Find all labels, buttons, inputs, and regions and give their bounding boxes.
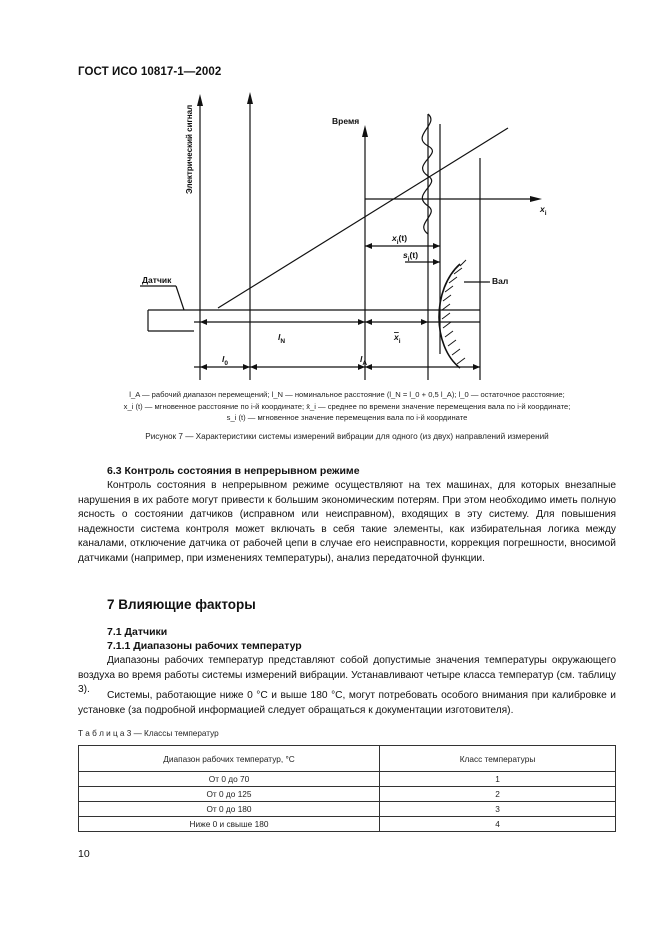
calibration-line: [218, 128, 508, 308]
table-cell-class: 3: [380, 802, 616, 817]
shaft-label: Вал: [492, 276, 509, 286]
table-row: [79, 802, 616, 817]
subsection-7-1-heading: 7.1 Датчики: [107, 626, 168, 638]
temperature-classes-table: [78, 745, 616, 832]
xi-t-label: $x_i(t)$: [392, 233, 408, 246]
table-3-caption: Т а б л и ц а 3 — Классы температур: [78, 729, 219, 738]
table-row: [79, 817, 616, 832]
document-header: ГОСТ ИСО 10817-1—2002: [78, 66, 222, 78]
section-7-1-1-paragraph-1: Диапазоны рабочих температур представляют собой допустимые значения температуры окружающего воздуха во время работы системы измерений вибрации. Устанавливают четыре класса температур (см. таблицу 3).: [78, 655, 616, 696]
table-row: [79, 772, 616, 787]
xi-axis-label: $x_i$: [540, 204, 547, 217]
time-label: Время: [332, 116, 360, 126]
subsection-7-1-1-heading: 7.1.1 Диапазоны рабочих температур: [107, 640, 302, 652]
table-cell-class: 2: [380, 787, 616, 802]
shaft-arc: [439, 264, 460, 368]
vibration-waveform: [422, 114, 432, 234]
table-row: [79, 787, 616, 802]
figure-caption: Рисунок 7 — Характеристики системы измерений вибрации для одного (из двух) направлений измерений: [145, 432, 549, 441]
column-header-temperature-range: Диапазон рабочих температур, °С: [79, 746, 380, 772]
figure-legend: [50, 389, 644, 424]
ln-label: $l_N$: [278, 332, 286, 345]
section-6-3-heading: 6.3 Контроль состояния в непрерывном режиме: [107, 465, 360, 477]
column-header-temperature-class: Класс температуры: [380, 746, 616, 772]
legend-line: x_i (t) — мгновенное расстояние по i-й координате; x̄_i — среднее по времени значение перемещения вала по i-й координате;: [123, 401, 571, 411]
table-cell-range: От 0 до 70: [79, 772, 380, 787]
table-header-row: [79, 746, 616, 772]
table-cell-range: Ниже 0 и свыше 180: [79, 817, 380, 832]
signal-axis-label: Электрический сигнал: [185, 104, 194, 194]
table-cell-class: 1: [380, 772, 616, 787]
table-cell-range: От 0 до 180: [79, 802, 380, 817]
section-7-1-1-paragraph-2: Системы, работающие ниже 0 °С и выше 180 °С, могут потребовать особого внимания при калибровке и установке (за подробной информацией следует обращаться к документации изготовителя).: [78, 690, 616, 716]
table-cell-range: От 0 до 125: [79, 787, 380, 802]
page-number: 10: [78, 848, 90, 860]
l0-label: $l_0$: [222, 354, 228, 367]
section-7-heading: 7 Влияющие факторы: [107, 597, 256, 612]
legend-line: l_A — рабочий диапазон перемещений; l_N — номинальное расстояние (l_N = l_0 + 0,5 l_A); l_0 — остаточное расстояние;: [129, 390, 565, 399]
legend-line: s_i (t) — мгновенное значение перемещения вала по i-й координате: [226, 413, 468, 422]
xbar-label: $x_i$: [394, 332, 401, 345]
sensor-label: Датчик: [142, 275, 172, 285]
la-label: $l_A$: [360, 354, 368, 367]
figure-7-diagram: [110, 84, 560, 384]
table-cell-class: 4: [380, 817, 616, 832]
si-t-label: $s_i(t)$: [403, 250, 419, 263]
section-6-3-text: Контроль состояния в непрерывном режиме осуществляют на тех машинах, для которых внезапные нарушения в их работе могут привести к большим экономическим потерям. При этом необходимо иметь полную ясность о состоянии датчиков (исправном или неисправном), входящих в эту систему. Для повышения надежности система контроля может включать в себя такие элементы, как избирательная логика между каналами, отключение датчика от рабочей цепи в случае его неисправности, коррекция погрешности, вносимой датчиками (например, при изменениях температуры), анализ передаточной функции.: [78, 480, 616, 564]
